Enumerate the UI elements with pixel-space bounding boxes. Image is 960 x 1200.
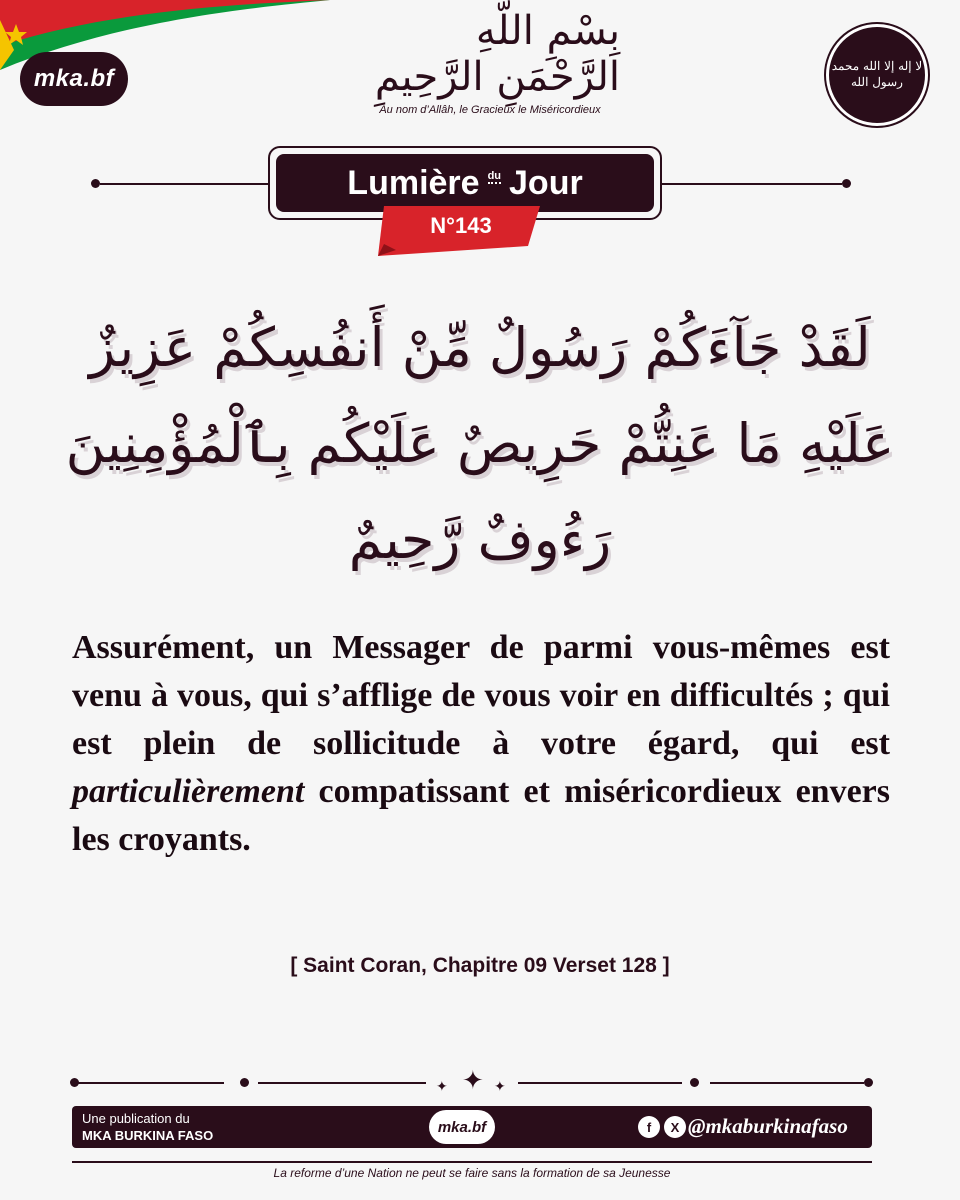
title-line-right: [658, 183, 842, 185]
title-du: du: [487, 170, 502, 182]
mka-logo[interactable]: mka.bf: [20, 52, 128, 106]
divider-line-right-1: [710, 1082, 864, 1084]
title-line-left: [100, 183, 268, 185]
issue-number: N°143: [430, 213, 492, 238]
bismillah-calligraphy: بِسْمِ اللَّهِ الرَّحْمَنِ الرَّحِيمِ: [374, 8, 620, 100]
french-part-1: Assurément, un Messager de parmi vous-mêmes est venu à vous, qui s’afflige de vous voir en difficultés ; qui est plein de sollicitude à votre égard, qui est: [72, 629, 890, 762]
verse-reference: [ Saint Coran, Chapitre 09 Verset 128 ]: [290, 954, 670, 977]
title-lumiere: Lumière: [347, 163, 480, 202]
divider-line-left-1: [78, 1082, 224, 1084]
french-translation: [72, 624, 890, 864]
divider-line-right-2: [518, 1082, 682, 1084]
footer-mka-logo[interactable]: mka.bf: [429, 1110, 495, 1144]
publication-line-2: MKA BURKINA FASO: [82, 1128, 214, 1143]
arabic-line-2: عَلَيْهِ مَا عَنِتُّمْ حَرِيصٌ عَلَيْكُم بِٱلْمُؤْمِنِينَ: [65, 412, 895, 475]
seal-text: لا إله إلا الله محمد رسول الله: [831, 59, 923, 89]
x-twitter-icon[interactable]: X: [664, 1116, 686, 1138]
bismillah-caption: Au nom d’Allâh, le Gracieux le Miséricordieux: [379, 104, 601, 116]
divider-line-left-2: [258, 1082, 426, 1084]
arabic-line-3: رَءُوفٌ رَّحِيمٌ: [348, 508, 612, 571]
sparkle-small-left-icon: ✦: [436, 1079, 448, 1095]
arabic-line-1: لَقَدْ جَآءَكُمْ رَسُولٌ مِّنْ أَنفُسِكُمْ عَزِيزٌ: [89, 316, 871, 379]
sparkle-small-right-icon: ✦: [494, 1079, 506, 1095]
title-jour: Jour: [509, 163, 583, 202]
arabic-verse: [60, 300, 900, 588]
facebook-icon[interactable]: f: [638, 1116, 660, 1138]
social-handle[interactable]: @mkaburkinafaso: [688, 1114, 848, 1138]
divider-dot-right: [864, 1078, 873, 1087]
footer-rule: [72, 1161, 872, 1163]
divider-dot-small-1: [240, 1078, 249, 1087]
title-line-dot-left: [91, 179, 100, 188]
title-line-dot-right: [842, 179, 851, 188]
publication-line-1: Une publication du: [82, 1111, 190, 1126]
french-emphasis: particulièrement: [72, 773, 305, 810]
sparkle-large-icon: ✦: [462, 1066, 484, 1096]
divider-dot-small-2: [690, 1078, 699, 1087]
footer-slogan: La reforme d’une Nation ne peut se faire sans la formation de sa Jeunesse: [273, 1166, 671, 1180]
shahada-seal: [826, 24, 928, 126]
french-part-2: compatissant et miséricordieux envers les croyants.: [72, 773, 890, 858]
footer-bar: [72, 1106, 872, 1148]
